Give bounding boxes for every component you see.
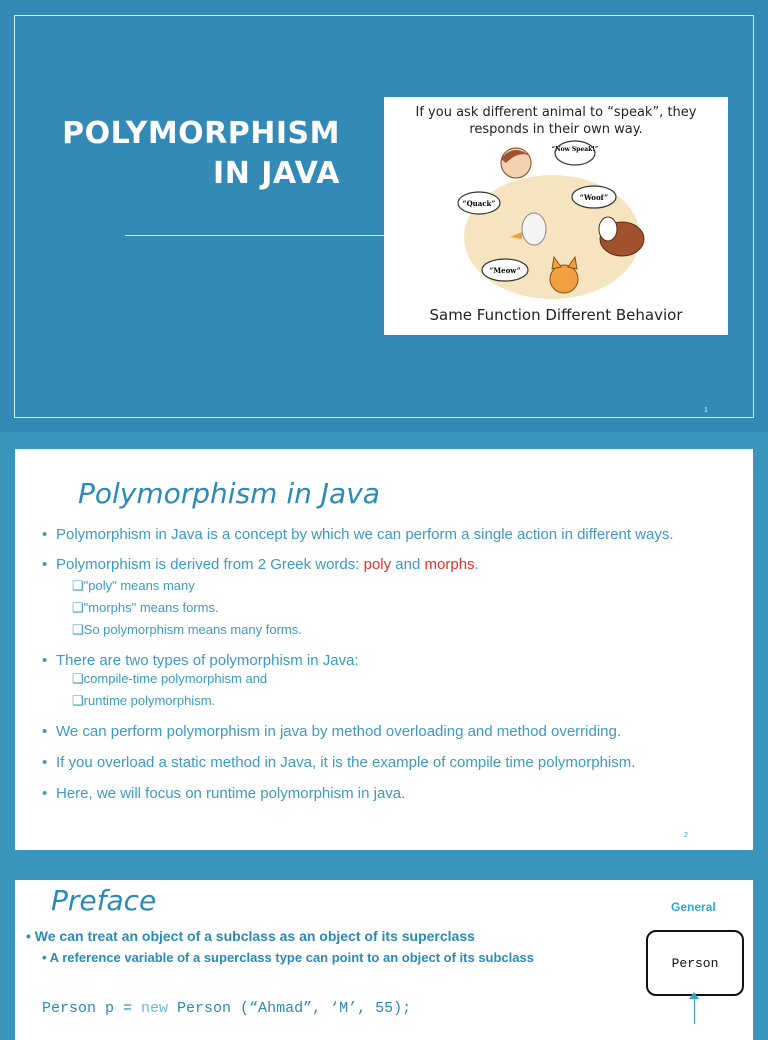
code-line: Person p = new Person (“Ahmad”, ‘M’, 55); [42, 1000, 412, 1017]
slide-number: 1 [704, 407, 708, 414]
picture-caption-bottom: Same Function Different Behavior [429, 306, 683, 324]
bullet-item: • We can perform polymorphism in java by method overloading and method overriding. [42, 723, 750, 741]
slide-3 [15, 880, 753, 1040]
diagram-label: General [671, 900, 716, 914]
highlight-morphs: morphs [424, 556, 475, 573]
duck-icon [522, 213, 546, 245]
sub-bullet-item: ❑So polymorphism means many forms. [72, 622, 302, 637]
slide-1 [0, 0, 768, 432]
bubble-meow: “Meow” [489, 266, 521, 275]
bullet-item: • We can treat an object of a subclass as an object of its superclass [26, 928, 475, 944]
person-class-box: Person [646, 930, 744, 996]
bullet-item: • If you overload a static method in Java, it is the example of compile time polymorphism. [42, 754, 750, 772]
slide-body [42, 526, 750, 803]
slide-title: Polymorphism in Java [78, 477, 380, 510]
slide-title [40, 114, 340, 194]
sub-bullet-item: ❑"poly" means many [72, 578, 195, 593]
slide-2 [15, 449, 753, 850]
bullet-item: • Polymorphism is derived from 2 Greek words: poly and morphs. [42, 556, 750, 574]
sub-bullet-item: • A reference variable of a superclass type can point to an object of its subclass [42, 950, 534, 965]
animals-picture [384, 97, 728, 335]
animals-illustration [444, 137, 664, 302]
title-line-1: POLYMORPHISM [62, 116, 340, 151]
bubble-woof: “Woof” [579, 193, 609, 202]
bubble-now-speak: “Now Speak!” [551, 146, 599, 153]
sub-bullet-item: ❑runtime polymorphism. [72, 693, 216, 708]
sub-bullet-item: ❑compile-time polymorphism and [72, 671, 268, 686]
bubble-quack: “Quack” [462, 199, 496, 208]
bullet-item: • There are two types of polymorphism in Java: [42, 652, 750, 670]
title-rule [125, 235, 384, 236]
highlight-poly: poly [363, 556, 392, 573]
slide-number: 2 [684, 832, 688, 839]
bullet-item: • Polymorphism in Java is a concept by which we can perform a single action in different ways. [42, 526, 750, 544]
inheritance-line [694, 996, 695, 1024]
cat-icon [550, 265, 578, 293]
sub-bullet-item: ❑"morphs" means forms. [72, 600, 219, 615]
picture-caption-top: If you ask different animal to “speak”, they responds in their own way. [415, 105, 697, 137]
title-line-2: IN JAVA [213, 156, 340, 191]
bullet-item: • Here, we will focus on runtime polymorphism in java. [42, 785, 750, 803]
slide-title: Preface [51, 884, 157, 917]
